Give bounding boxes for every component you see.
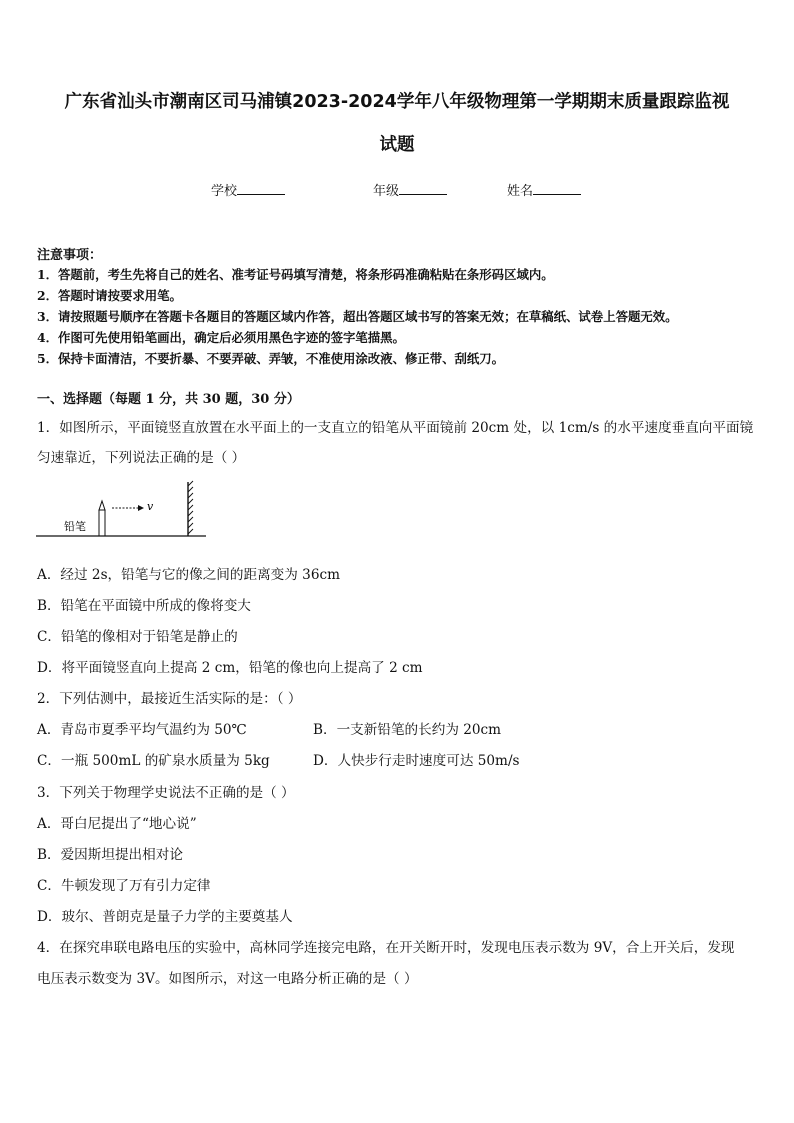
- q4-stem-line1: 4．在探究串联电路电压的实验中，高林同学连接完电路，在开关断开时，发现电压表示数为 9V，合上开关后，发现: [37, 940, 735, 956]
- exam-title-line1: 广东省汕头市潮南区司马浦镇2023-2024学年八年级物理第一学期期末质量跟踪监视: [64, 92, 730, 112]
- q2-stem: 2．下列估测中，最接近生活实际的是：（ ）: [37, 691, 302, 707]
- q3-stem: 3．下列关于物理学史说法不正确的是（ ）: [37, 785, 295, 801]
- q2-option-a: A．青岛市夏季平均气温约为 50℃: [37, 722, 247, 738]
- q3-option-b: B．爱因斯坦提出相对论: [37, 847, 183, 863]
- notice-item: 1．答题前，考生先将自己的姓名、准考证号码填写清楚，将条形码准确粘贴在条形码区域内。: [37, 267, 554, 282]
- q3-option-c: C．牛顿发现了万有引力定律: [37, 878, 211, 894]
- notice-title: 注意事项：: [37, 248, 103, 263]
- grade-field: [373, 180, 447, 199]
- q3-option-a: A．哥白尼提出了“地心说”: [37, 816, 197, 832]
- grade-label: 年级: [373, 184, 400, 199]
- school-blank: [237, 182, 285, 195]
- q2-option-b: B．一支新铅笔的长约为 20cm: [313, 722, 502, 738]
- notice-item: 5．保持卡面清洁，不要折暴、不要弄破、弄皱，不准使用涂改液、修正带、刮纸刀。: [37, 351, 505, 366]
- pencil-icon: [99, 501, 105, 536]
- school-field: [211, 180, 285, 199]
- q1-stem-line2: 匀速靠近，下列说法正确的是（ ）: [37, 450, 246, 466]
- q1-option-b: B．铅笔在平面镜中所成的像将变大: [37, 598, 251, 614]
- q2-option-c: C．一瓶 500mL 的矿泉水质量为 5kg: [37, 753, 270, 769]
- q3-option-d: D．玻尔、普朗克是量子力学的主要奠基人: [37, 909, 293, 925]
- grade-blank: [399, 182, 447, 195]
- school-label: 学校: [211, 184, 238, 199]
- q1-mirror-figure: [36, 476, 236, 548]
- velocity-arrow: [112, 505, 144, 511]
- name-blank: [533, 182, 581, 195]
- notice-item: 2．答题时请按要求用笔。: [37, 288, 182, 303]
- pencil-label: 铅笔: [64, 520, 86, 533]
- q2-option-d: D．人快步行走时速度可达 50m/s: [313, 753, 520, 769]
- q1-stem-line1: 1．如图所示，平面镜竖直放置在水平面上的一支直立的铅笔从平面镜前 20cm 处，以 1cm/s 的水平速度垂直向平面镜: [37, 420, 754, 436]
- q1-option-c: C．铅笔的像相对于铅笔是静止的: [37, 629, 238, 645]
- velocity-label: v: [147, 500, 154, 513]
- mirror: [188, 481, 193, 536]
- q1-option-a: A．经过 2s，铅笔与它的像之间的距离变为 36cm: [37, 567, 340, 583]
- notice-item: 3．请按照题号顺序在答题卡各题目的答题区域内作答，超出答题区域书写的答案无效；在草稿纸、试卷上答题无效。: [37, 309, 678, 324]
- notice-item: 4．作图可先使用铅笔画出，确定后必须用黑色字迹的签字笔描黑。: [37, 330, 405, 345]
- name-label: 姓名: [507, 184, 534, 199]
- q1-option-d: D．将平面镜竖直向上提高 2 cm，铅笔的像也向上提高了 2 cm: [37, 660, 423, 676]
- q4-stem-line2: 电压表示数变为 3V。如图所示，对这一电路分析正确的是（ ）: [37, 971, 418, 987]
- exam-title-line2: 试题: [379, 135, 415, 155]
- name-field: [507, 180, 581, 199]
- section-heading: 一、选择题（每题 1 分，共 30 题，30 分）: [37, 392, 300, 407]
